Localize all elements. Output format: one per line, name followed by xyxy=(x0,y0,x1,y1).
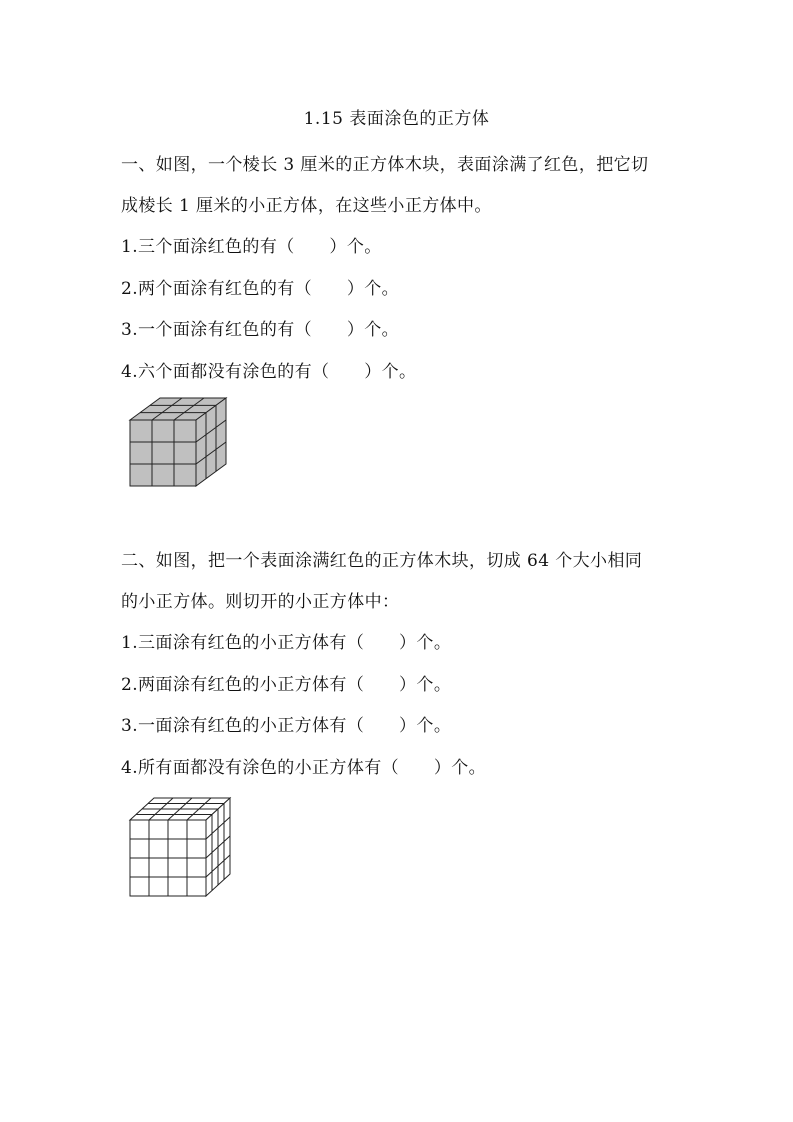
section1-question-3: 3.一个面涂有红色的有（ ）个。 xyxy=(121,320,400,340)
section2-question-1: 1.三面涂有红色的小正方体有（ ）个。 xyxy=(121,633,452,653)
page-title: 1.15 表面涂色的正方体 xyxy=(303,109,490,129)
section2-intro-line2: 的小正方体。则切开的小正方体中： xyxy=(121,592,400,612)
section2-question-3: 3.一面涂有红色的小正方体有（ ）个。 xyxy=(121,716,452,736)
cube-front-face xyxy=(130,420,196,486)
section1-intro-line2: 成棱长 1 厘米的小正方体，在这些小正方体中。 xyxy=(121,196,492,216)
section2-question-4: 4.所有面都没有涂色的小正方体有（ ）个。 xyxy=(121,758,487,778)
cube-figure-4x4 xyxy=(120,790,240,900)
section1-question-2: 2.两个面涂有红色的有（ ）个。 xyxy=(121,279,400,299)
section1-question-1: 1.三个面涂红色的有（ ）个。 xyxy=(121,237,382,257)
section1-question-4: 4.六个面都没有涂色的有（ ）个。 xyxy=(121,362,417,382)
section1-intro-line1: 一、如图，一个棱长 3 厘米的正方体木块，表面涂满了红色，把它切 xyxy=(121,155,649,175)
cube-figure-3x3 xyxy=(120,390,240,490)
section2-question-2: 2.两面涂有红色的小正方体有（ ）个。 xyxy=(121,675,452,695)
section2-intro-line1: 二、如图，把一个表面涂满红色的正方体木块，切成 64 个大小相同 xyxy=(121,551,643,571)
